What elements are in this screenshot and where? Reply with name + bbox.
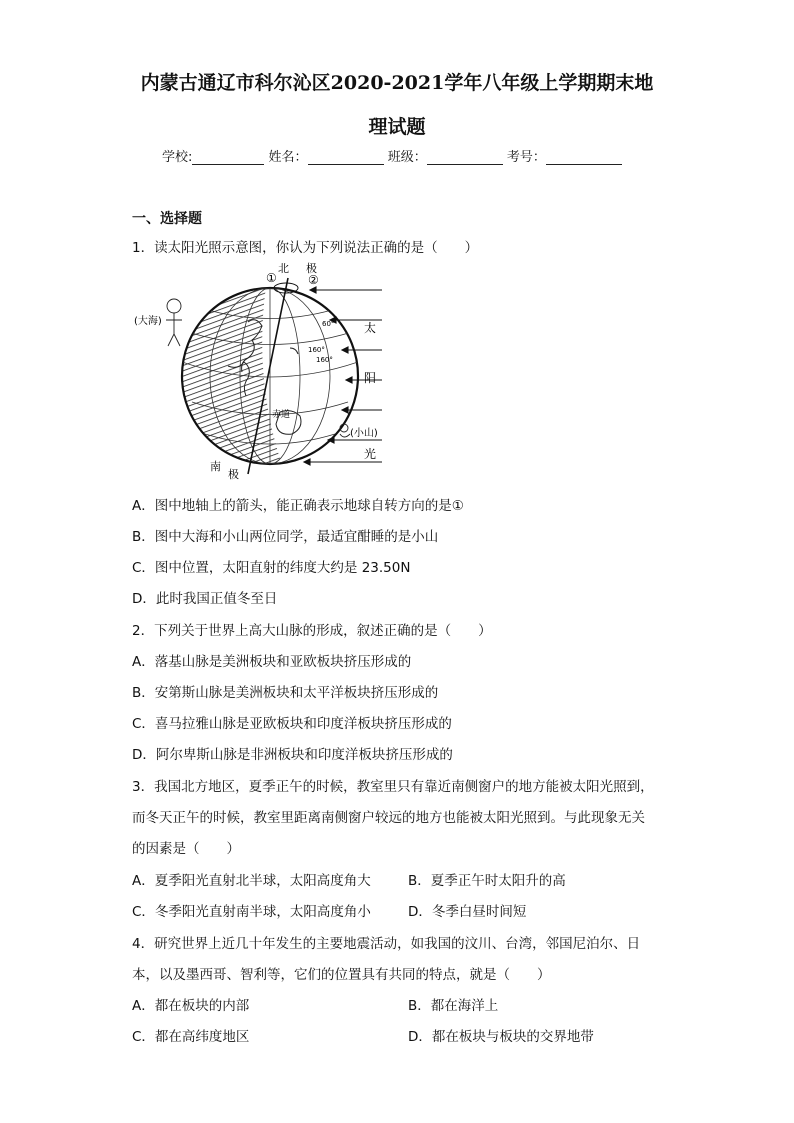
question-3-option-b[interactable]: B．夏季正午时太阳升的高 [408,873,566,889]
class-label: 班级： [387,150,427,165]
question-1-stem: 1．读太阳光照示意图，你认为下列说法正确的是（ ） [132,240,479,256]
north-label: 北 [278,262,289,275]
question-3-stem-line2: 而冬天正午的时候，教室里距离南侧窗户较远的地方也能被太阳光照到。与此现象无关 [132,810,645,826]
dahai-person-icon [166,299,182,346]
section-heading: 一、选择题 [132,211,202,227]
class-blank[interactable] [427,150,503,165]
question-4-option-d[interactable]: D．都在板块与板块的交界地带 [408,1029,594,1045]
question-2-option-c[interactable]: C．喜马拉雅山脉是亚欧板块和印度洋板块挤压形成的 [132,716,452,732]
name-label: 姓名： [268,150,308,165]
question-4-stem-line2: 本，以及墨西哥、智利等，它们的位置具有共同的特点，就是（ ） [132,967,551,983]
question-3-option-a[interactable]: A．夏季阳光直射北半球，太阳高度角大 [132,873,371,889]
question-2-stem: 2．下列关于世界上高大山脉的形成，叙述正确的是（ ） [132,623,492,639]
sun-label-guang: 光 [364,447,377,461]
page-title-line2: 理试题 [368,116,426,138]
question-4-option-c[interactable]: C．都在高纬度地区 [132,1029,250,1045]
question-2-option-b[interactable]: B．安第斯山脉是美洲板块和太平洋板块挤压形成的 [132,685,439,701]
south-pole-label: 极 [228,468,239,481]
exam-number-blank[interactable] [546,150,622,165]
question-3-stem-line1: 3．我国北方地区，夏季正午的时候，教室里只有靠近南侧窗户的地方能被太阳光照到， [132,779,654,795]
name-blank[interactable] [308,150,384,165]
question-1-option-a[interactable]: A．图中地轴上的箭头，能正确表示地球自转方向的是① [132,498,464,514]
sun-label-yang: 阳 [364,371,377,385]
question-4-option-a[interactable]: A．都在板块的内部 [132,998,250,1014]
question-2-option-d[interactable]: D．阿尔卑斯山脉是非洲板块和印度洋板块挤压形成的 [132,747,453,763]
south-label: 南 [210,460,221,473]
lon-160-label-1: 160° [308,346,325,354]
question-1-option-d[interactable]: D．此时我国正值冬至日 [132,591,278,607]
question-3-stem-line3: 的因素是（ ） [132,841,240,857]
student-info-line [162,146,622,165]
arrow-1-label: ① [266,271,277,285]
school-label: 学校: [162,150,193,165]
school-blank[interactable] [192,150,264,165]
question-4-stem-line1: 4．研究世界上近几十年发生的主要地震活动，如我国的汶川、台湾，邻国尼泊尔、日 [132,936,641,952]
sun-label-tai: 太 [364,321,377,335]
dahai-label: (大海) [134,316,162,327]
question-1-option-b[interactable]: B．图中大海和小山两位同学，最适宜酣睡的是小山 [132,529,439,545]
question-1-option-c[interactable]: C．图中位置，太阳直射的纬度大约是 23.50N [132,560,411,576]
page-title-line1: 内蒙古通辽市科尔沁区2020-2021学年八年级上学期期末地 [140,72,654,94]
question-4-option-b[interactable]: B．都在海洋上 [408,998,499,1014]
sunlight-globe-diagram [130,262,390,482]
equator-label: 赤道 [272,410,291,420]
arrow-2-label: ② [308,273,319,287]
exam-number-label: 考号： [506,150,546,165]
xiaoshan-label: (小山) [350,428,378,439]
question-3-option-c[interactable]: C．冬季阳光直射南半球，太阳高度角小 [132,904,371,920]
question-2-option-a[interactable]: A．落基山脉是美洲板块和亚欧板块挤压形成的 [132,654,412,670]
question-3-option-d[interactable]: D．冬季白昼时间短 [408,904,527,920]
north-pole-label: 极 [306,262,317,275]
lat-60-label: 60° [322,320,335,328]
lon-160-label-2: 160° [316,356,333,364]
